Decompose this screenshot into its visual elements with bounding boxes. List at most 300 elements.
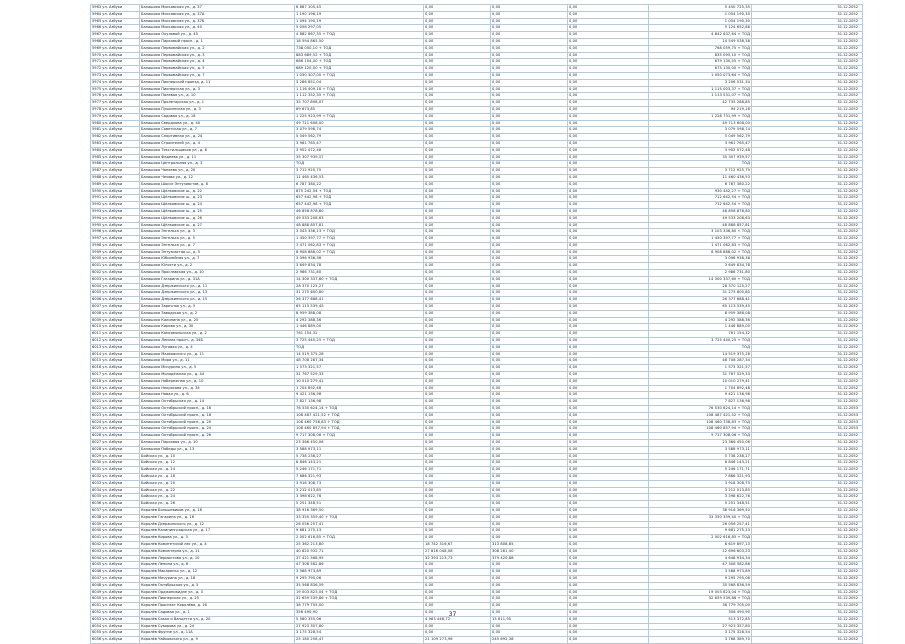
cell-col-b: 0,00 bbox=[491, 236, 568, 243]
cell-col-c: 0,00 bbox=[568, 18, 649, 25]
cell-col-a: 0,00 bbox=[424, 113, 491, 120]
cell-total-amount: 38 916 369,50 bbox=[295, 507, 424, 514]
cell-col-b: 0,00 bbox=[491, 365, 568, 372]
cell-record-id: 6054 ул. Азбуки bbox=[91, 623, 140, 630]
cell-due-date: 31.12.2052 bbox=[752, 5, 863, 12]
cell-col-b: 0,00 bbox=[491, 304, 568, 311]
cell-address: Балашиха Московская ул., д. 40 bbox=[140, 25, 295, 32]
cell-balance-amount: 32 659 539,86 + ТОД bbox=[649, 596, 752, 603]
cell-due-date: 31.12.2052 bbox=[752, 174, 863, 181]
table-row bbox=[91, 208, 863, 215]
cell-col-c: 0,00 bbox=[568, 59, 649, 66]
cell-balance-amount: 108 460 857,94 + ТОД bbox=[649, 426, 752, 433]
cell-address: Балашиха Кирова ул., д. 30 bbox=[140, 324, 295, 331]
cell-total-amount: 3 096 936,36 bbox=[295, 256, 424, 263]
table-row bbox=[91, 222, 863, 229]
cell-due-date: 31.12.2052 bbox=[752, 59, 863, 66]
cell-balance-amount: 65 113 539,45 bbox=[649, 304, 752, 311]
cell-col-b: 0,00 bbox=[491, 154, 568, 161]
cell-address: Балашиха Пионерский проезд, д. 11 bbox=[140, 79, 295, 86]
cell-address: Бийская ул., д. 24 bbox=[140, 494, 295, 501]
cell-due-date: 31.12.2052 bbox=[752, 79, 863, 86]
cell-due-date: 31.12.2052 bbox=[752, 392, 863, 399]
cell-total-amount: 3 952 072,48 bbox=[295, 147, 424, 154]
cell-total-amount: 23 366 450,06 bbox=[295, 440, 424, 447]
cell-col-c: 0,00 bbox=[568, 623, 649, 630]
cell-address: Балашиха Первомайская ул., д. 2 bbox=[140, 45, 295, 52]
cell-col-a: 0,00 bbox=[424, 195, 491, 202]
cell-due-date: 31.12.2052 bbox=[752, 317, 863, 324]
cell-address: Балашиха Новая ул., д. 6 bbox=[140, 392, 295, 399]
table-row bbox=[91, 283, 863, 290]
table-row bbox=[91, 406, 863, 413]
cell-col-b: 0,00 bbox=[491, 188, 568, 195]
cell-total-amount: 8 959 388,08 bbox=[295, 310, 424, 317]
cell-col-b: 0,00 bbox=[491, 324, 568, 331]
cell-record-id: 5990 ул. Азбуки bbox=[91, 188, 140, 195]
cell-total-amount: 1 094 190,19 bbox=[295, 18, 424, 25]
cell-record-id: 5989 ул. Азбуки bbox=[91, 181, 140, 188]
cell-balance-amount: 9 421 136,98 bbox=[649, 392, 752, 399]
cell-balance-amount: 8 959 388,08 bbox=[649, 310, 752, 317]
cell-total-amount: 3 043 336,13 + ТОД bbox=[295, 229, 424, 236]
cell-balance-amount: 9 681 275,13 bbox=[649, 528, 752, 535]
cell-due-date: 31.12.2052 bbox=[752, 528, 863, 535]
cell-due-date: 31.12.2052 bbox=[752, 120, 863, 127]
cell-balance-amount: 23 366 450,06 bbox=[649, 440, 752, 447]
cell-col-a: 4 963 448,72 bbox=[424, 616, 491, 623]
cell-record-id: 6055 ул. Азбуки bbox=[91, 630, 140, 637]
cell-address: Бийская ул., д. 22 bbox=[140, 487, 295, 494]
cell-col-b: 0,00 bbox=[491, 609, 568, 616]
cell-due-date: 31.12.2052 bbox=[752, 45, 863, 52]
cell-col-b: 0,00 bbox=[491, 18, 568, 25]
cell-col-a: 0,00 bbox=[424, 154, 491, 161]
cell-total-amount: 19 003 823,04 + ТОД bbox=[295, 589, 424, 596]
cell-col-a: 0,00 bbox=[424, 453, 491, 460]
cell-col-c: 0,00 bbox=[568, 188, 649, 195]
cell-col-c: 0,00 bbox=[568, 134, 649, 141]
cell-address: Балашиха Щёлковское ш., д. 23 bbox=[140, 195, 295, 202]
cell-col-a: 0,00 bbox=[424, 208, 491, 215]
cell-balance-amount: 19 003 823,04 + ТОД bbox=[649, 589, 752, 596]
table-row bbox=[91, 113, 863, 120]
cell-balance-amount: 3 103 336,80 + ТОД bbox=[649, 229, 752, 236]
cell-due-date: 31.12.2052 bbox=[752, 453, 863, 460]
cell-col-b: 0,00 bbox=[491, 202, 568, 209]
cell-address: Балашиха Пушкинская ул., д. 3 bbox=[140, 106, 295, 113]
cell-record-id: 6027 ул. Азбуки bbox=[91, 440, 140, 447]
cell-col-b: 379 420,88 bbox=[491, 555, 568, 562]
cell-record-id: 6007 ул. Азбуки bbox=[91, 304, 140, 311]
cell-record-id: 6012 ул. Азбуки bbox=[91, 338, 140, 345]
cell-balance-amount: 3 768 389,70 bbox=[649, 637, 752, 644]
cell-col-a: 0,00 bbox=[424, 338, 491, 345]
table-row bbox=[91, 569, 863, 576]
cell-col-c: 0,00 bbox=[568, 358, 649, 365]
cell-balance-amount: 3 588 973,11 bbox=[649, 446, 752, 453]
cell-address: Балашиха Дзержинского ул., д. 11 bbox=[140, 283, 295, 290]
cell-col-c: 0,00 bbox=[568, 208, 649, 215]
cell-due-date: 31.12.2052 bbox=[752, 297, 863, 304]
cell-balance-amount: 31 275 600,80 bbox=[649, 290, 752, 297]
cell-record-id: 5999 ул. Азбуки bbox=[91, 249, 140, 256]
cell-total-amount: 1 450 397,77 + ТОД bbox=[295, 236, 424, 243]
cell-col-a: 21 109 273,96 bbox=[424, 637, 491, 644]
cell-record-id: 5974 ул. Азбуки bbox=[91, 79, 140, 86]
cell-col-a: 0,00 bbox=[424, 372, 491, 379]
cell-address: Балашиха Луговая ул., д. 4 bbox=[140, 344, 295, 351]
cell-due-date: 31.12.2052 bbox=[752, 630, 863, 637]
cell-col-c: 0,00 bbox=[568, 562, 649, 569]
cell-col-c: 0,00 bbox=[568, 174, 649, 181]
cell-col-b: 0,00 bbox=[491, 93, 568, 100]
cell-due-date: 31.12.2052 bbox=[752, 623, 863, 630]
cell-address: Балашиха Щёлковское ш., д. 22 bbox=[140, 188, 295, 195]
cell-balance-amount: 108 487 421,52 + ТОД bbox=[649, 412, 752, 419]
table-row bbox=[91, 242, 863, 249]
table-row bbox=[91, 249, 863, 256]
cell-col-b: 0,00 bbox=[491, 195, 568, 202]
cell-col-b: 0,00 bbox=[491, 603, 568, 610]
table-row bbox=[91, 378, 863, 385]
cell-col-c: 0,00 bbox=[568, 106, 649, 113]
cell-col-a: 0,00 bbox=[424, 290, 491, 297]
table-row bbox=[91, 120, 863, 127]
cell-col-b: 0,00 bbox=[491, 392, 568, 399]
cell-record-id: 6047 ул. Азбуки bbox=[91, 575, 140, 582]
cell-address: Балашиха Октябрьская ул., д. 14 bbox=[140, 399, 295, 406]
cell-col-a: 0,00 bbox=[424, 569, 491, 576]
cell-col-c: 0,00 bbox=[568, 582, 649, 589]
cell-col-c: 0,00 bbox=[568, 127, 649, 134]
cell-col-c: 0,00 bbox=[568, 276, 649, 283]
cell-address: Королёв Пионерская ул., д. 25 bbox=[140, 596, 295, 603]
cell-record-id: 6018 ул. Азбуки bbox=[91, 378, 140, 385]
cell-col-b: 0,00 bbox=[491, 147, 568, 154]
cell-col-b: 245 692,38 bbox=[491, 637, 568, 644]
cell-col-b: 0,00 bbox=[491, 45, 568, 52]
cell-balance-amount: 1 573 321,57 bbox=[649, 365, 752, 372]
cell-due-date: 31.12.2052 bbox=[752, 338, 863, 345]
cell-address: Балашиха Московская ул., д. 37А bbox=[140, 11, 295, 18]
cell-address: Балашиха Первомайская ул., д. 5 bbox=[140, 66, 295, 73]
cell-col-c: 0,00 bbox=[568, 555, 649, 562]
cell-col-b: 0,00 bbox=[491, 283, 568, 290]
cell-address: Балашиха Энгельса ул., д. 7 bbox=[140, 242, 295, 249]
cell-col-b: 0,00 bbox=[491, 399, 568, 406]
cell-balance-amount: 8 908 888,02 + ТОД bbox=[649, 249, 752, 256]
cell-col-c: 0,00 bbox=[568, 433, 649, 440]
cell-address: Балашиха Шоссе Энтузиастов, д. 8 bbox=[140, 181, 295, 188]
cell-col-a: 0,00 bbox=[424, 127, 491, 134]
cell-balance-amount: 3 212 013,85 bbox=[649, 487, 752, 494]
cell-col-a: 0,00 bbox=[424, 473, 491, 480]
cell-record-id: 6004 ул. Азбуки bbox=[91, 283, 140, 290]
cell-record-id: 5986 ул. Азбуки bbox=[91, 161, 140, 168]
cell-total-amount: 9 681 275,13 bbox=[295, 528, 424, 535]
cell-record-id: 6033 ул. Азбуки bbox=[91, 480, 140, 487]
cell-record-id: 6034 ул. Азбуки bbox=[91, 487, 140, 494]
cell-record-id: 6049 ул. Азбуки bbox=[91, 589, 140, 596]
cell-due-date: 31.12.2052 bbox=[752, 480, 863, 487]
cell-col-c: 0,00 bbox=[568, 446, 649, 453]
cell-col-c: 0,00 bbox=[568, 501, 649, 508]
cell-col-c: 0,00 bbox=[568, 603, 649, 610]
table-row bbox=[91, 174, 863, 181]
cell-address: Балашиха Чехова ул., д. 12 bbox=[140, 174, 295, 181]
cell-col-c: 0,00 bbox=[568, 406, 649, 413]
cell-record-id: 6043 ул. Азбуки bbox=[91, 548, 140, 555]
cell-col-b: 0,00 bbox=[491, 378, 568, 385]
cell-col-a: 0,00 bbox=[424, 378, 491, 385]
table-row bbox=[91, 603, 863, 610]
cell-col-b: 0,00 bbox=[491, 344, 568, 351]
cell-balance-amount: 31 767 529,33 bbox=[649, 372, 752, 379]
table-row bbox=[91, 630, 863, 637]
cell-address: Балашиха Энгельса ул., д. 5 bbox=[140, 236, 295, 243]
cell-col-a: 0,00 bbox=[424, 630, 491, 637]
table-row bbox=[91, 331, 863, 338]
cell-col-a: 0,00 bbox=[424, 86, 491, 93]
cell-total-amount: 108 460 857,94 + ТОД bbox=[295, 426, 424, 433]
cell-total-amount: 33 350 359,40 + ТОД bbox=[295, 514, 424, 521]
cell-total-amount: 3 712 925,75 bbox=[295, 168, 424, 175]
cell-col-b: 0,00 bbox=[491, 72, 568, 79]
cell-col-b: 0,00 bbox=[491, 127, 568, 134]
cell-address: Балашиха Первомайская ул., д. 7 bbox=[140, 72, 295, 79]
cell-address: Королёв Большевиков ул., д. 18 bbox=[140, 507, 295, 514]
cell-col-c: 0,00 bbox=[568, 242, 649, 249]
cell-col-c: 0,00 bbox=[568, 412, 649, 419]
cell-due-date: 31.12.2052 bbox=[752, 582, 863, 589]
cell-due-date: 31.12.2052 bbox=[752, 501, 863, 508]
cell-record-id: 6041 ул. Азбуки bbox=[91, 535, 140, 542]
cell-due-date: 31.12.2052 bbox=[752, 378, 863, 385]
cell-due-date: 31.12.2052 bbox=[752, 616, 863, 623]
cell-col-c: 0,00 bbox=[568, 351, 649, 358]
cell-col-c: 0,00 bbox=[568, 338, 649, 345]
cell-address: Балашиха Ярославская ул., д. 10 bbox=[140, 270, 295, 277]
cell-balance-amount: 38 779 705,00 bbox=[649, 603, 752, 610]
cell-due-date: 31.12.2052 bbox=[752, 127, 863, 134]
cell-due-date: 31.12.2052 bbox=[752, 263, 863, 270]
cell-record-id: 6037 ул. Азбуки bbox=[91, 507, 140, 514]
cell-total-amount: 1 225 923,99 + ТОД bbox=[295, 113, 424, 120]
table-row bbox=[91, 195, 863, 202]
cell-address: Королёв Гагарина ул., д. 16 bbox=[140, 514, 295, 521]
cell-col-a: 0,00 bbox=[424, 521, 491, 528]
cell-total-amount: ТОД bbox=[295, 161, 424, 168]
cell-total-amount: 9 295 795,06 bbox=[295, 575, 424, 582]
cell-address: Бийская ул., д. 12 bbox=[140, 460, 295, 467]
cell-col-c: 0,00 bbox=[568, 72, 649, 79]
cell-due-date: 31.12.2052 bbox=[752, 249, 863, 256]
cell-record-id: 6028 ул. Азбуки bbox=[91, 446, 140, 453]
cell-col-c: 0,00 bbox=[568, 392, 649, 399]
cell-col-a: 0,00 bbox=[424, 433, 491, 440]
cell-due-date: 31.12.2052 bbox=[752, 161, 863, 168]
cell-col-b: 15 811,95 bbox=[491, 616, 568, 623]
cell-total-amount: 2 986 731,80 bbox=[295, 270, 424, 277]
cell-col-a: 0,00 bbox=[424, 494, 491, 501]
cell-col-c: 0,00 bbox=[568, 202, 649, 209]
cell-col-a: 0,00 bbox=[424, 222, 491, 229]
cell-col-a: 0,00 bbox=[424, 174, 491, 181]
cell-col-c: 0,00 bbox=[568, 473, 649, 480]
cell-record-id: 6005 ул. Азбуки bbox=[91, 290, 140, 297]
cell-due-date: 31.12.2052 bbox=[752, 562, 863, 569]
cell-balance-amount: 27 923 357,80 bbox=[649, 623, 752, 630]
cell-col-a: 32 393 213,73 bbox=[424, 555, 491, 562]
cell-col-a: 0,00 bbox=[424, 188, 491, 195]
table-row bbox=[91, 290, 863, 297]
table-row bbox=[91, 548, 863, 555]
cell-balance-amount: 3 079 598,74 bbox=[649, 127, 752, 134]
table-row bbox=[91, 297, 863, 304]
cell-address: Балашиха Спортивная ул., д. 24 bbox=[140, 134, 295, 141]
cell-col-a: 0,00 bbox=[424, 59, 491, 66]
cell-record-id: 6051 ул. Азбуки bbox=[91, 603, 140, 610]
cell-col-c: 0,00 bbox=[568, 596, 649, 603]
table-row bbox=[91, 562, 863, 569]
cell-balance-amount: 28 370 125,27 bbox=[649, 283, 752, 290]
cell-record-id: 5963 ул. Азбуки bbox=[91, 5, 140, 12]
cell-address: Королёв Макаренко ул., д. 12 bbox=[140, 569, 295, 576]
cell-due-date: 31.12.2052 bbox=[752, 106, 863, 113]
cell-balance-amount: 11 460 436,53 bbox=[649, 174, 752, 181]
cell-col-a: 0,00 bbox=[424, 236, 491, 243]
cell-balance-amount: 12 696 603,23 bbox=[649, 548, 752, 555]
cell-record-id: 5982 ул. Азбуки bbox=[91, 134, 140, 141]
cell-col-a: 0,00 bbox=[424, 242, 491, 249]
cell-due-date: 31.12.2053 bbox=[752, 412, 863, 419]
cell-due-date: 31.12.2052 bbox=[752, 188, 863, 195]
cell-record-id: 6050 ул. Азбуки bbox=[91, 596, 140, 603]
table-row bbox=[91, 419, 863, 426]
cell-col-a: 0,00 bbox=[424, 317, 491, 324]
cell-total-amount: 883 689,52 + ТОД bbox=[295, 52, 424, 59]
cell-total-amount: 875 242,54 + ТОД bbox=[295, 188, 424, 195]
cell-balance-amount: 49 533 208,63 bbox=[649, 215, 752, 222]
table-row bbox=[91, 453, 863, 460]
cell-due-date: 31.12.2052 bbox=[752, 324, 863, 331]
cell-record-id: 6048 ул. Азбуки bbox=[91, 582, 140, 589]
cell-col-b: 0,00 bbox=[491, 79, 568, 86]
cell-due-date: 31.12.2052 bbox=[752, 304, 863, 311]
cell-address: Королёв Орджоникидзе ул., д. 3 bbox=[140, 589, 295, 596]
cell-col-b: 0,00 bbox=[491, 358, 568, 365]
cell-due-date: 31.12.2052 bbox=[752, 202, 863, 209]
cell-col-b: 0,00 bbox=[491, 453, 568, 460]
cell-record-id: 6022 ул. Азбуки bbox=[91, 406, 140, 413]
cell-col-b: 0,00 bbox=[491, 385, 568, 392]
cell-record-id: 6044 ул. Азбуки bbox=[91, 555, 140, 562]
cell-due-date: 31.12.2052 bbox=[752, 86, 863, 93]
cell-col-a: 0,00 bbox=[424, 480, 491, 487]
cell-balance-amount: 513 372,85 bbox=[649, 616, 752, 623]
cell-col-b: 0,00 bbox=[491, 562, 568, 569]
table-row bbox=[91, 304, 863, 311]
cell-col-b: 0,00 bbox=[491, 276, 568, 283]
cell-col-c: 0,00 bbox=[568, 93, 649, 100]
cell-address: Балашиха Щёлковское ш., д. 27 bbox=[140, 222, 295, 229]
cell-record-id: 5993 ул. Азбуки bbox=[91, 208, 140, 215]
cell-col-c: 0,00 bbox=[568, 140, 649, 147]
cell-col-a: 0,00 bbox=[424, 202, 491, 209]
cell-record-id: 6052 ул. Азбуки bbox=[91, 609, 140, 616]
cell-address: Бийская ул., д. 20 bbox=[140, 480, 295, 487]
cell-balance-amount: 26 377 688,41 bbox=[649, 297, 752, 304]
cell-col-b: 0,00 bbox=[491, 528, 568, 535]
cell-col-a: 0,00 bbox=[424, 11, 491, 18]
cell-col-a: 0,00 bbox=[424, 399, 491, 406]
cell-balance-amount: 3 952 072,48 bbox=[649, 147, 752, 154]
cell-col-c: 0,00 bbox=[568, 154, 649, 161]
cell-total-amount: 10 010 279,41 bbox=[295, 378, 424, 385]
cell-address: Бийская ул., д. 26 bbox=[140, 501, 295, 508]
cell-record-id: 5979 ул. Азбуки bbox=[91, 113, 140, 120]
cell-address: Балашиха Дзержинского ул., д. 15 bbox=[140, 297, 295, 304]
cell-due-date: 31.12.2052 bbox=[752, 229, 863, 236]
cell-address: Балашиха Октябрьский просп., д. 16 bbox=[140, 406, 295, 413]
cell-col-b: 0,00 bbox=[491, 38, 568, 45]
cell-col-c: 0,00 bbox=[568, 86, 649, 93]
cell-col-a: 0,00 bbox=[424, 603, 491, 610]
cell-balance-amount: 76 530 624,14 + ТОД bbox=[649, 406, 752, 413]
cell-total-amount: 26 056 257,41 bbox=[295, 521, 424, 528]
cell-record-id: 5981 ул. Азбуки bbox=[91, 127, 140, 134]
cell-col-a: 0,00 bbox=[424, 365, 491, 372]
cell-col-b: 0,00 bbox=[491, 582, 568, 589]
cell-col-c: 0,00 bbox=[568, 372, 649, 379]
cell-col-a: 0,00 bbox=[424, 256, 491, 263]
cell-due-date: 31.12.2052 bbox=[752, 507, 863, 514]
cell-col-c: 0,00 bbox=[568, 229, 649, 236]
cell-total-amount: 4 882 867,35 + ТОД bbox=[295, 32, 424, 39]
cell-col-b: 0,00 bbox=[491, 134, 568, 141]
cell-address: Балашиха Энтузиастов ш., д. 5 bbox=[140, 249, 295, 256]
table-row bbox=[91, 147, 863, 154]
cell-address: Балашиха Ленина просп., д. 34Б bbox=[140, 338, 295, 345]
cell-col-b: 0,00 bbox=[491, 419, 568, 426]
cell-col-c: 0,00 bbox=[568, 426, 649, 433]
cell-total-amount: 1 573 321,57 bbox=[295, 365, 424, 372]
cell-total-amount: 40 820 932,71 bbox=[295, 548, 424, 555]
cell-record-id: 5983 ул. Азбуки bbox=[91, 140, 140, 147]
table-row bbox=[91, 467, 863, 474]
cell-total-amount: 1 190 196,19 bbox=[295, 11, 424, 18]
cell-balance-amount: 3 175 328,54 bbox=[649, 630, 752, 637]
cell-col-c: 0,00 bbox=[568, 297, 649, 304]
cell-col-c: 0,00 bbox=[568, 324, 649, 331]
cell-col-c: 0,00 bbox=[568, 630, 649, 637]
cell-col-b: 0,00 bbox=[491, 290, 568, 297]
cell-balance-amount: 1 113 531,07 + ТОД bbox=[649, 93, 752, 100]
table-row bbox=[91, 399, 863, 406]
cell-total-amount: 3 398 622,76 bbox=[295, 494, 424, 501]
table-row bbox=[91, 365, 863, 372]
cell-col-c: 0,00 bbox=[568, 331, 649, 338]
cell-balance-amount: ТОД bbox=[649, 344, 752, 351]
cell-col-b: 0,00 bbox=[491, 242, 568, 249]
cell-address: Балашиха Маяковского ул., д. 11 bbox=[140, 351, 295, 358]
cell-balance-amount: 38 916 369,50 bbox=[649, 507, 752, 514]
cell-balance-amount: 1 471 062,83 + ТОД bbox=[649, 242, 752, 249]
cell-record-id: 6035 ул. Азбуки bbox=[91, 494, 140, 501]
cell-record-id: 5975 ул. Азбуки bbox=[91, 86, 140, 93]
table-row bbox=[91, 45, 863, 52]
